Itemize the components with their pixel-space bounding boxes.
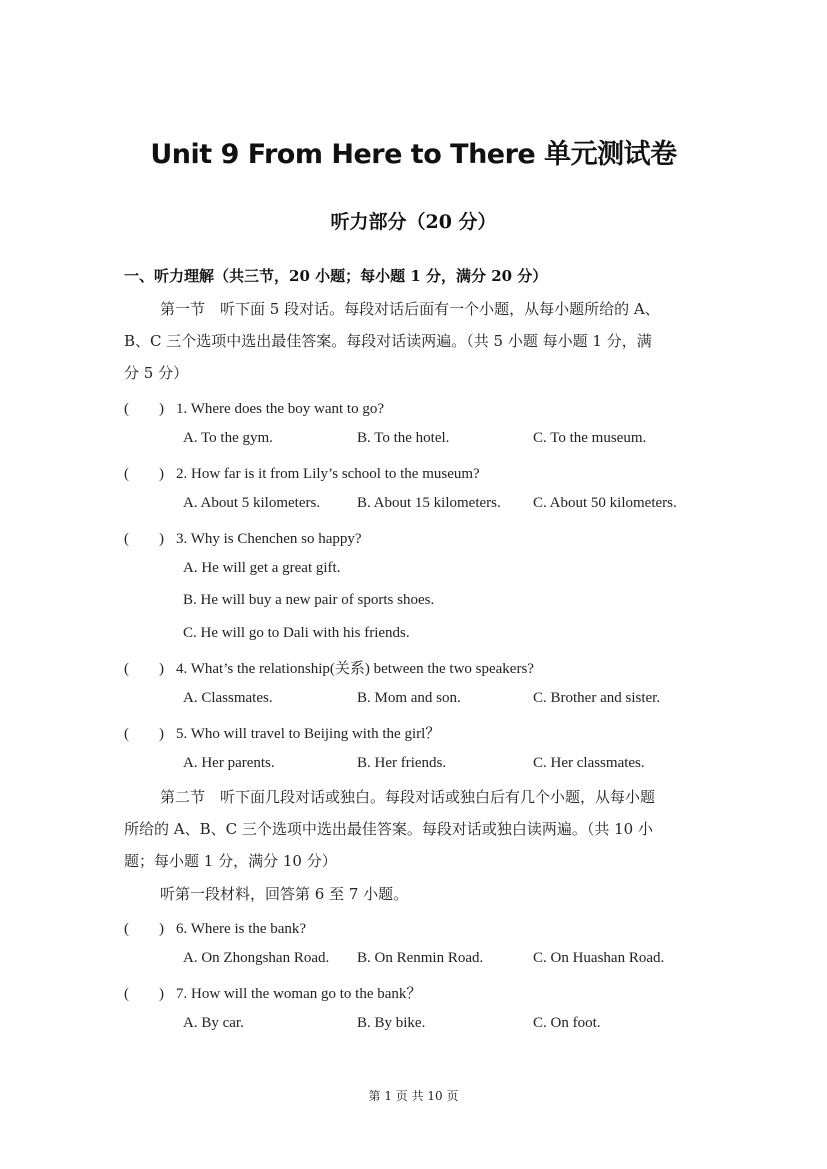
option-a: A. He will get a great gift. (183, 560, 341, 576)
question-6 (124, 917, 306, 938)
question-7 (124, 982, 421, 1003)
part2-instruction-line: 第二节 听下面几段对话或独白。每段对话或独白后有几个小题，从每小题 (160, 788, 656, 806)
option-a: A. Classmates. (183, 690, 273, 706)
option-b: B. To the hotel. (357, 430, 450, 446)
option-b: B. On Renmin Road. (357, 950, 484, 966)
page-footer: 第 1 页 共 10 页 (368, 1089, 459, 1103)
question-5 (124, 722, 440, 743)
option-a: A. Her parents. (183, 755, 275, 771)
option-a: A. By car. (183, 1015, 244, 1031)
section-heading: 一、听力理解（共三节，20 小题；每小题 1 分，满分 20 分） (124, 267, 548, 285)
option-b: B. Mom and son. (357, 690, 461, 706)
part2-instruction-line: 所给的 A、B、C 三个选项中选出最佳答案。每段对话或独白读两遍。（共 10 小 (124, 820, 653, 838)
option-c: C. Her classmates. (533, 755, 645, 771)
page-title: Unit 9 From Here to There 单元测试卷 (150, 139, 677, 170)
option-c: C. On Huashan Road. (533, 950, 665, 966)
question-1 (124, 397, 384, 418)
question-3 (124, 527, 362, 548)
option-b: B. Her friends. (357, 755, 447, 771)
option-a: A. On Zhongshan Road. (183, 950, 330, 966)
question-text: 4. What’s the relationship(关系) between the two speakers? (176, 661, 534, 677)
question-4 (124, 657, 534, 678)
answer-blank[interactable]: ( ) (124, 531, 164, 547)
option-a: A. To the gym. (183, 430, 273, 446)
option-b: B. He will buy a new pair of sports shoes. (183, 592, 435, 608)
question-text: 3. Why is Chenchen so happy? (176, 531, 362, 547)
option-c: C. On foot. (533, 1015, 601, 1031)
section-subtitle: 听力部分（20 分） (330, 211, 497, 233)
question-text: 2. How far is it from Lily’s school to the museum? (176, 466, 480, 482)
part1-instruction-line: B、C 三个选项中选出最佳答案。每段对话读两遍。（共 5 小题 每小题 1 分，满 (124, 332, 652, 350)
option-b: B. By bike. (357, 1015, 426, 1031)
answer-blank[interactable]: ( ) (124, 661, 164, 677)
option-c: C. He will go to Dali with his friends. (183, 625, 410, 641)
option-c: C. To the museum. (533, 430, 647, 446)
question-text: 7. How will the woman go to the bank？ (176, 986, 422, 1002)
question-text: 6. Where is the bank? (176, 921, 307, 937)
material-note: 听第一段材料，回答第 6 至 7 小题。 (160, 885, 409, 903)
answer-blank[interactable]: ( ) (124, 466, 164, 482)
option-a: A. About 5 kilometers. (183, 495, 321, 511)
answer-blank[interactable]: ( ) (124, 986, 164, 1002)
question-2 (124, 462, 480, 483)
part2-instruction-line: 题；每小题 1 分，满分 10 分） (124, 852, 337, 870)
part1-instruction-line: 第一节 听下面 5 段对话。每段对话后面有一个小题，从每小题所给的 A、 (160, 300, 660, 318)
answer-blank[interactable]: ( ) (124, 921, 164, 937)
option-c: C. About 50 kilometers. (533, 495, 677, 511)
question-text: 5. Who will travel to Beijing with the girl？ (176, 726, 441, 742)
answer-blank[interactable]: ( ) (124, 726, 164, 742)
answer-blank[interactable]: ( ) (124, 401, 164, 417)
option-b: B. About 15 kilometers. (357, 495, 501, 511)
question-text: 1. Where does the boy want to go? (176, 401, 385, 417)
part1-instruction-line: 分 5 分） (124, 364, 189, 382)
option-c: C. Brother and sister. (533, 690, 661, 706)
